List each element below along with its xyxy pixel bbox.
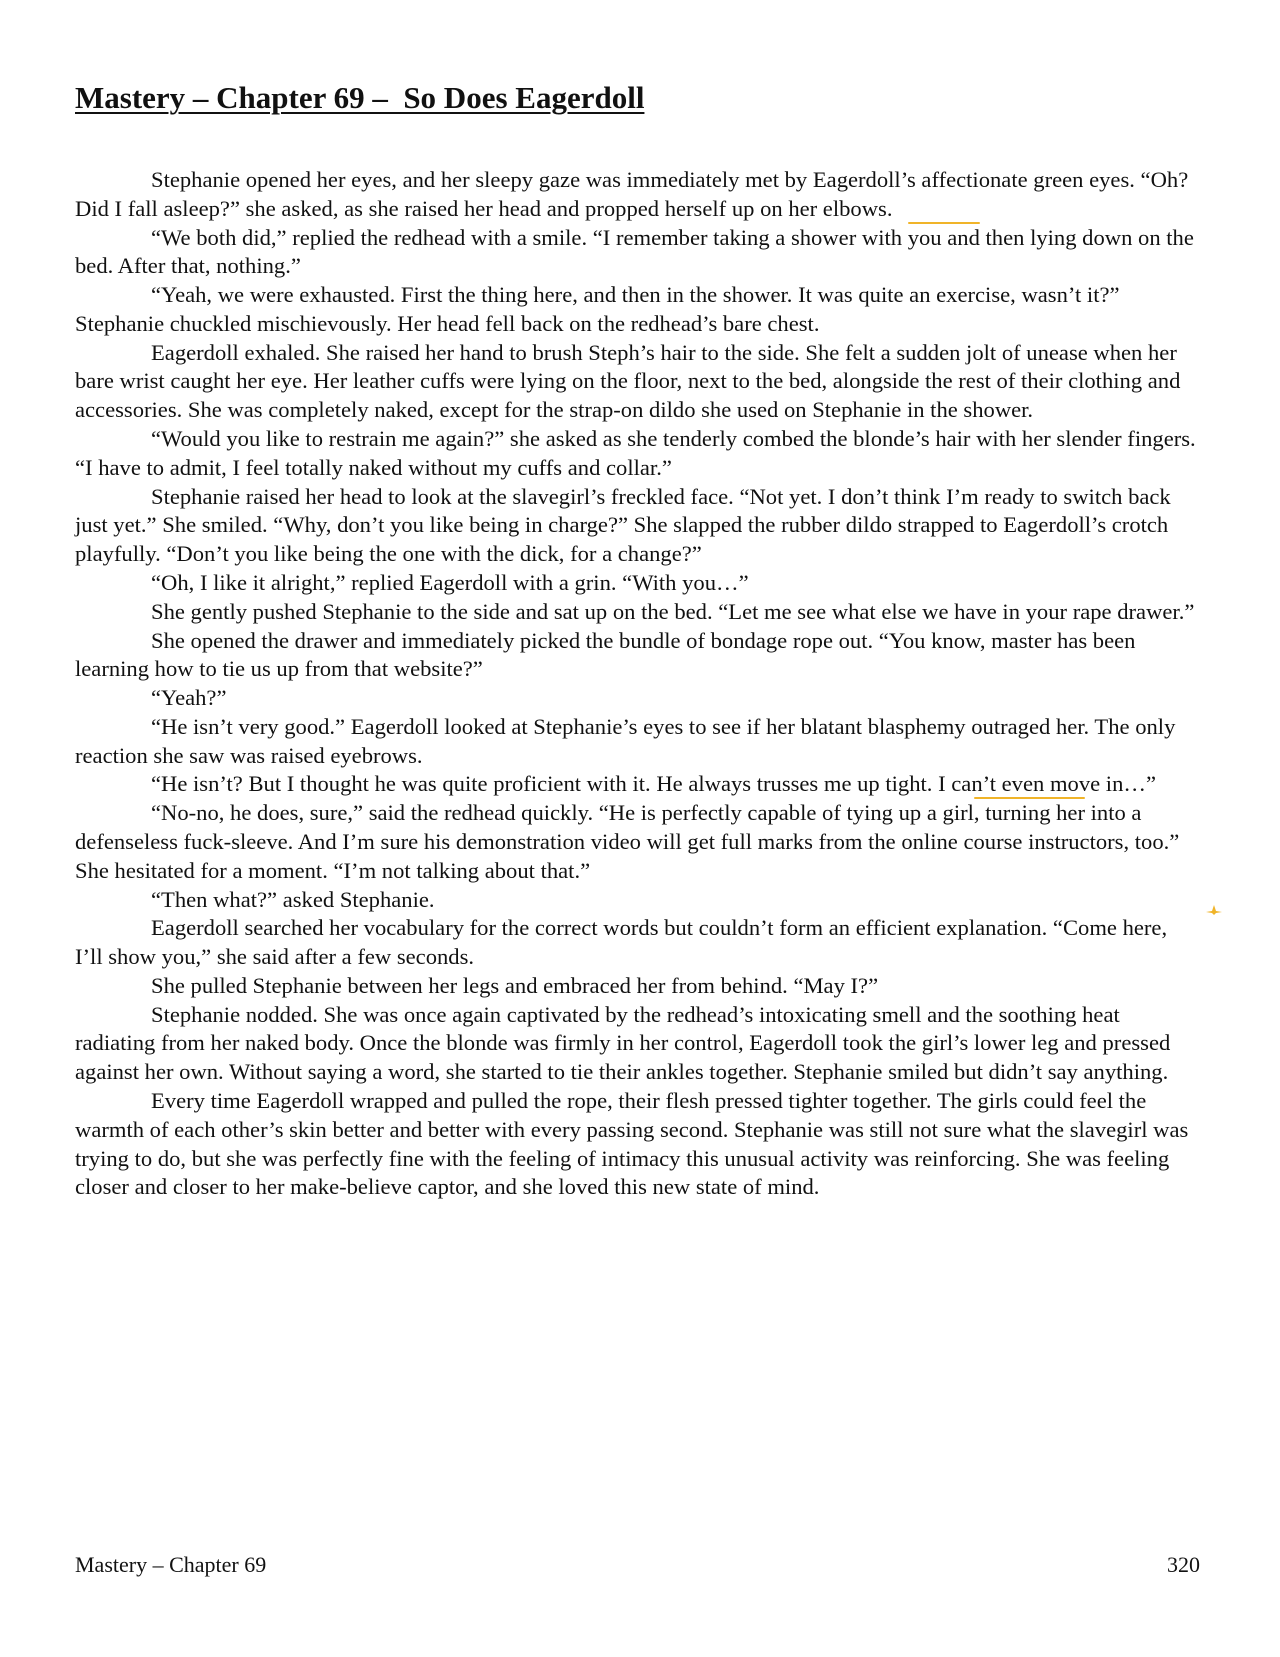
comment-highlight[interactable]: you and	[907, 224, 980, 250]
paragraph-13-text-before: “No-no, he does, sure,” said the redhead quickly. “He is perfectly capable of tying up a girl	[151, 800, 974, 826]
paragraph-13	[75, 799, 1200, 885]
comment-anchor-icon-shape	[1205, 904, 1223, 916]
paragraph-15: Eagerdoll searched her vocabulary for the correct words but couldn’t form an efficient explanation. “Come here, I’ll show you,” she said after a few seconds.	[75, 915, 1168, 970]
paragraph-1: Stephanie opened her eyes, and her sleepy gaze was immediately met by Eagerdoll’s affectionate green eyes. “Oh? Did I fall asleep?” she asked, as she raised her head and propped herself up on her elbows.	[75, 167, 1189, 221]
paragraph-2-text-before: “We both did,” replied the redhead with a smile. “I remember taking a shower with	[151, 224, 908, 250]
paragraph-12: “He isn’t? But I thought he was quite proficient with it. He always trusses me up tight. I can’t even move in…”	[151, 771, 1156, 797]
paragraph-16: She pulled Stephanie between her legs and embraced her from behind. “May I?”	[151, 972, 879, 998]
paragraph-5: “Would you like to restrain me again?” she asked as she tenderly combed the blonde’s hair with her slender fingers. “I have to admit, I feel totally naked without my cuffs and collar.”	[75, 426, 1196, 480]
paragraph-2-text-after: then lying down on the bed. After that, nothing.”	[75, 224, 1194, 279]
paragraph-2	[75, 224, 1200, 282]
paragraph-9: She opened the drawer and immediately picked the bundle of bondage rope out. “You know, master has been learning how to tie us up from that website?”	[75, 627, 1136, 682]
page-title: Mastery – Chapter 69 – So Does Eagerdoll	[75, 80, 645, 115]
paragraph-7: “Oh, I like it alright,” replied Eagerdoll with a grin. “With you…”	[151, 569, 749, 595]
paragraph-17: Stephanie nodded. She was once again captivated by the redhead’s intoxicating smell and the soothing heat radiating from her naked body. Once the blonde was firmly in her control, Eagerdoll took the girl’s lower leg and pressed against her own. Without saying a word, she started to tie their ankles together. Stephanie smiled but didn’t say anything.	[75, 1001, 1171, 1085]
paragraph-8: She gently pushed Stephanie to the side and sat up on the bed. “Let me see what else we have in your rape drawer.”	[151, 598, 1195, 624]
paragraph-11: “He isn’t very good.” Eagerdoll looked at Stephanie’s eyes to see if her blatant blasphemy outraged her. The only reaction she saw was raised eyebrows.	[75, 713, 1176, 768]
paragraph-4: Eagerdoll exhaled. She raised her hand to brush Steph’s hair to the side. She felt a sudden jolt of unease when her bare wrist caught her eye. Her leather cuffs were lying on the floor, next to the bed, alongside the rest of their clothing and accessories. She was completely naked, except for the strap-on dildo she used on Stephanie in the shower.	[75, 339, 1181, 423]
paragraph-6: Stephanie raised her head to look at the slavegirl’s freckled face. “Not yet. I don’t think I’m ready to switch back just yet.” She smiled. “Why, don’t you like being in charge?” She slapped the rubber dildo strapped to Eagerdoll’s crotch playfully. “Don’t you like being the one with the dick, for a change?”	[75, 483, 1171, 567]
paragraph-3: “Yeah, we were exhausted. First the thing here, and then in the shower. It was quite an exercise, wasn’t it?” Stephanie chuckled mischievously. Her head fell back on the redhead’s bare chest.	[75, 282, 1120, 336]
paragraph-13-text-after: into a defenseless fuck-sleeve. And I’m sure his demonstration video will get full marks from the online course instructors, too.” She hesitated for a moment. “I’m not talking about that.”	[75, 800, 1180, 883]
chapter-body	[75, 166, 1200, 1202]
comment-anchor-icon[interactable]	[1205, 904, 1223, 916]
paragraph-10: “Yeah?”	[151, 685, 227, 711]
comment-highlight[interactable]: , turning her	[973, 800, 1085, 826]
paragraph-18: Every time Eagerdoll wrapped and pulled the rope, their flesh pressed tighter together. The girls could feel the warmth of each other’s skin better and better with every passing second. Stephanie was still not sure what the slavegirl was trying to do, but she was perfectly fine with the feeling of intimacy this unusual activity was reinforcing. She was feeling closer and closer to her make-believe captor, and she loved this new state of mind.	[75, 1088, 1189, 1200]
footer-chapter-label: Mastery – Chapter 69	[75, 1552, 267, 1577]
page-number: 320	[1167, 1552, 1200, 1577]
paragraph-14: “Then what?” asked Stephanie.	[151, 886, 435, 912]
page-footer	[75, 1552, 1200, 1578]
